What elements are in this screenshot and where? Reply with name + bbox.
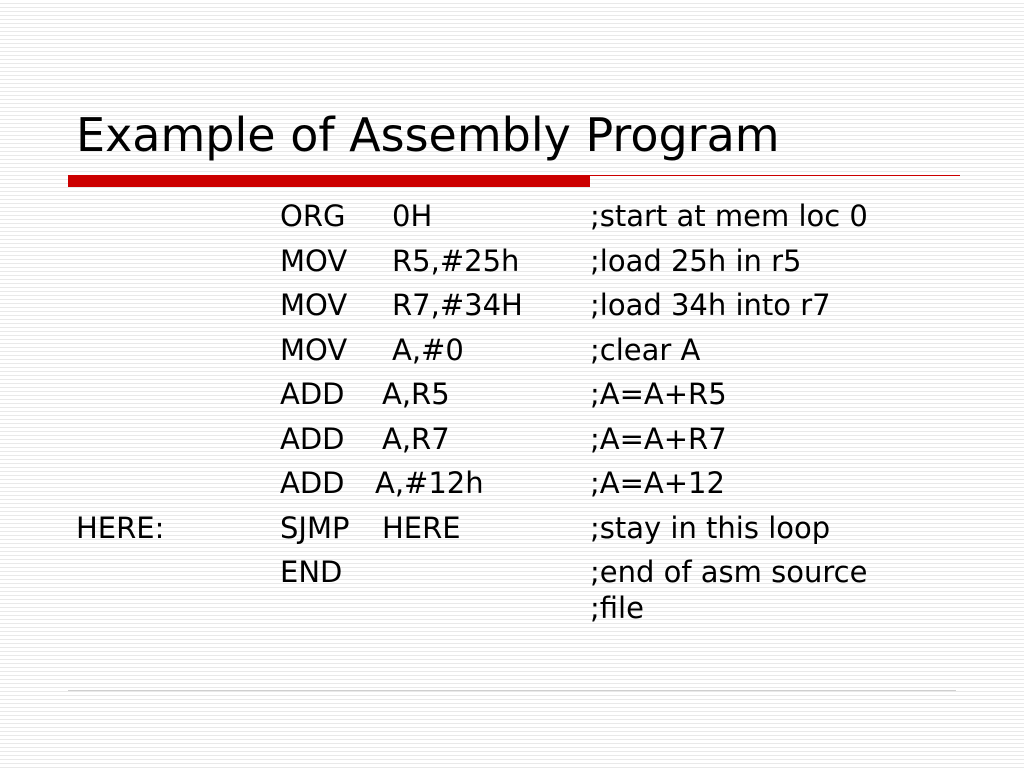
code-mnemonic: ADD xyxy=(280,421,345,456)
code-mnemonic: MOV xyxy=(280,288,348,322)
code-comment: ;end of asm source xyxy=(590,555,868,589)
footer-divider-line xyxy=(68,690,956,691)
title-underline-thin-line xyxy=(590,175,960,176)
code-operands: A,#12h xyxy=(375,466,484,500)
code-operands: 0H xyxy=(392,199,433,233)
code-comment: ;A=A+R7 xyxy=(590,421,727,456)
code-operands: HERE xyxy=(382,510,461,545)
assembly-code-listing xyxy=(0,198,1024,599)
code-operands: A,R5 xyxy=(382,377,450,411)
code-comment: ;A=A+12 xyxy=(590,466,725,500)
code-line xyxy=(0,198,1024,243)
code-comment: ;A=A+R5 xyxy=(590,377,727,411)
code-mnemonic: MOV xyxy=(280,243,348,278)
code-operands: R5,#25h xyxy=(392,243,520,278)
code-operands: A,#0 xyxy=(392,332,464,367)
code-mnemonic: SJMP xyxy=(280,510,350,545)
code-line xyxy=(0,554,1024,599)
code-mnemonic: ORG xyxy=(280,199,346,233)
code-line xyxy=(0,465,1024,510)
code-comment-continuation: ;file xyxy=(590,591,644,625)
code-comment: ;load 25h in r5 xyxy=(590,243,802,278)
code-comment: ;stay in this loop xyxy=(590,510,831,545)
code-line xyxy=(0,510,1024,555)
code-line xyxy=(0,376,1024,421)
code-comment: ;start at mem loc 0 xyxy=(590,199,868,233)
title-underline-red-bar xyxy=(68,175,590,187)
code-line xyxy=(0,287,1024,332)
code-comment: ;clear A xyxy=(590,332,701,367)
code-mnemonic: MOV xyxy=(280,332,348,367)
slide-title: Example of Assembly Program xyxy=(76,108,780,162)
code-comment: ;load 34h into r7 xyxy=(590,288,831,322)
code-mnemonic: END xyxy=(280,555,343,589)
code-mnemonic: ADD xyxy=(280,466,345,500)
code-line xyxy=(0,332,1024,377)
code-mnemonic: ADD xyxy=(280,377,345,411)
code-label: HERE: xyxy=(76,510,165,545)
code-line xyxy=(0,421,1024,466)
code-operands: R7,#34H xyxy=(392,288,523,322)
code-line xyxy=(0,243,1024,288)
code-operands: A,R7 xyxy=(382,421,450,456)
